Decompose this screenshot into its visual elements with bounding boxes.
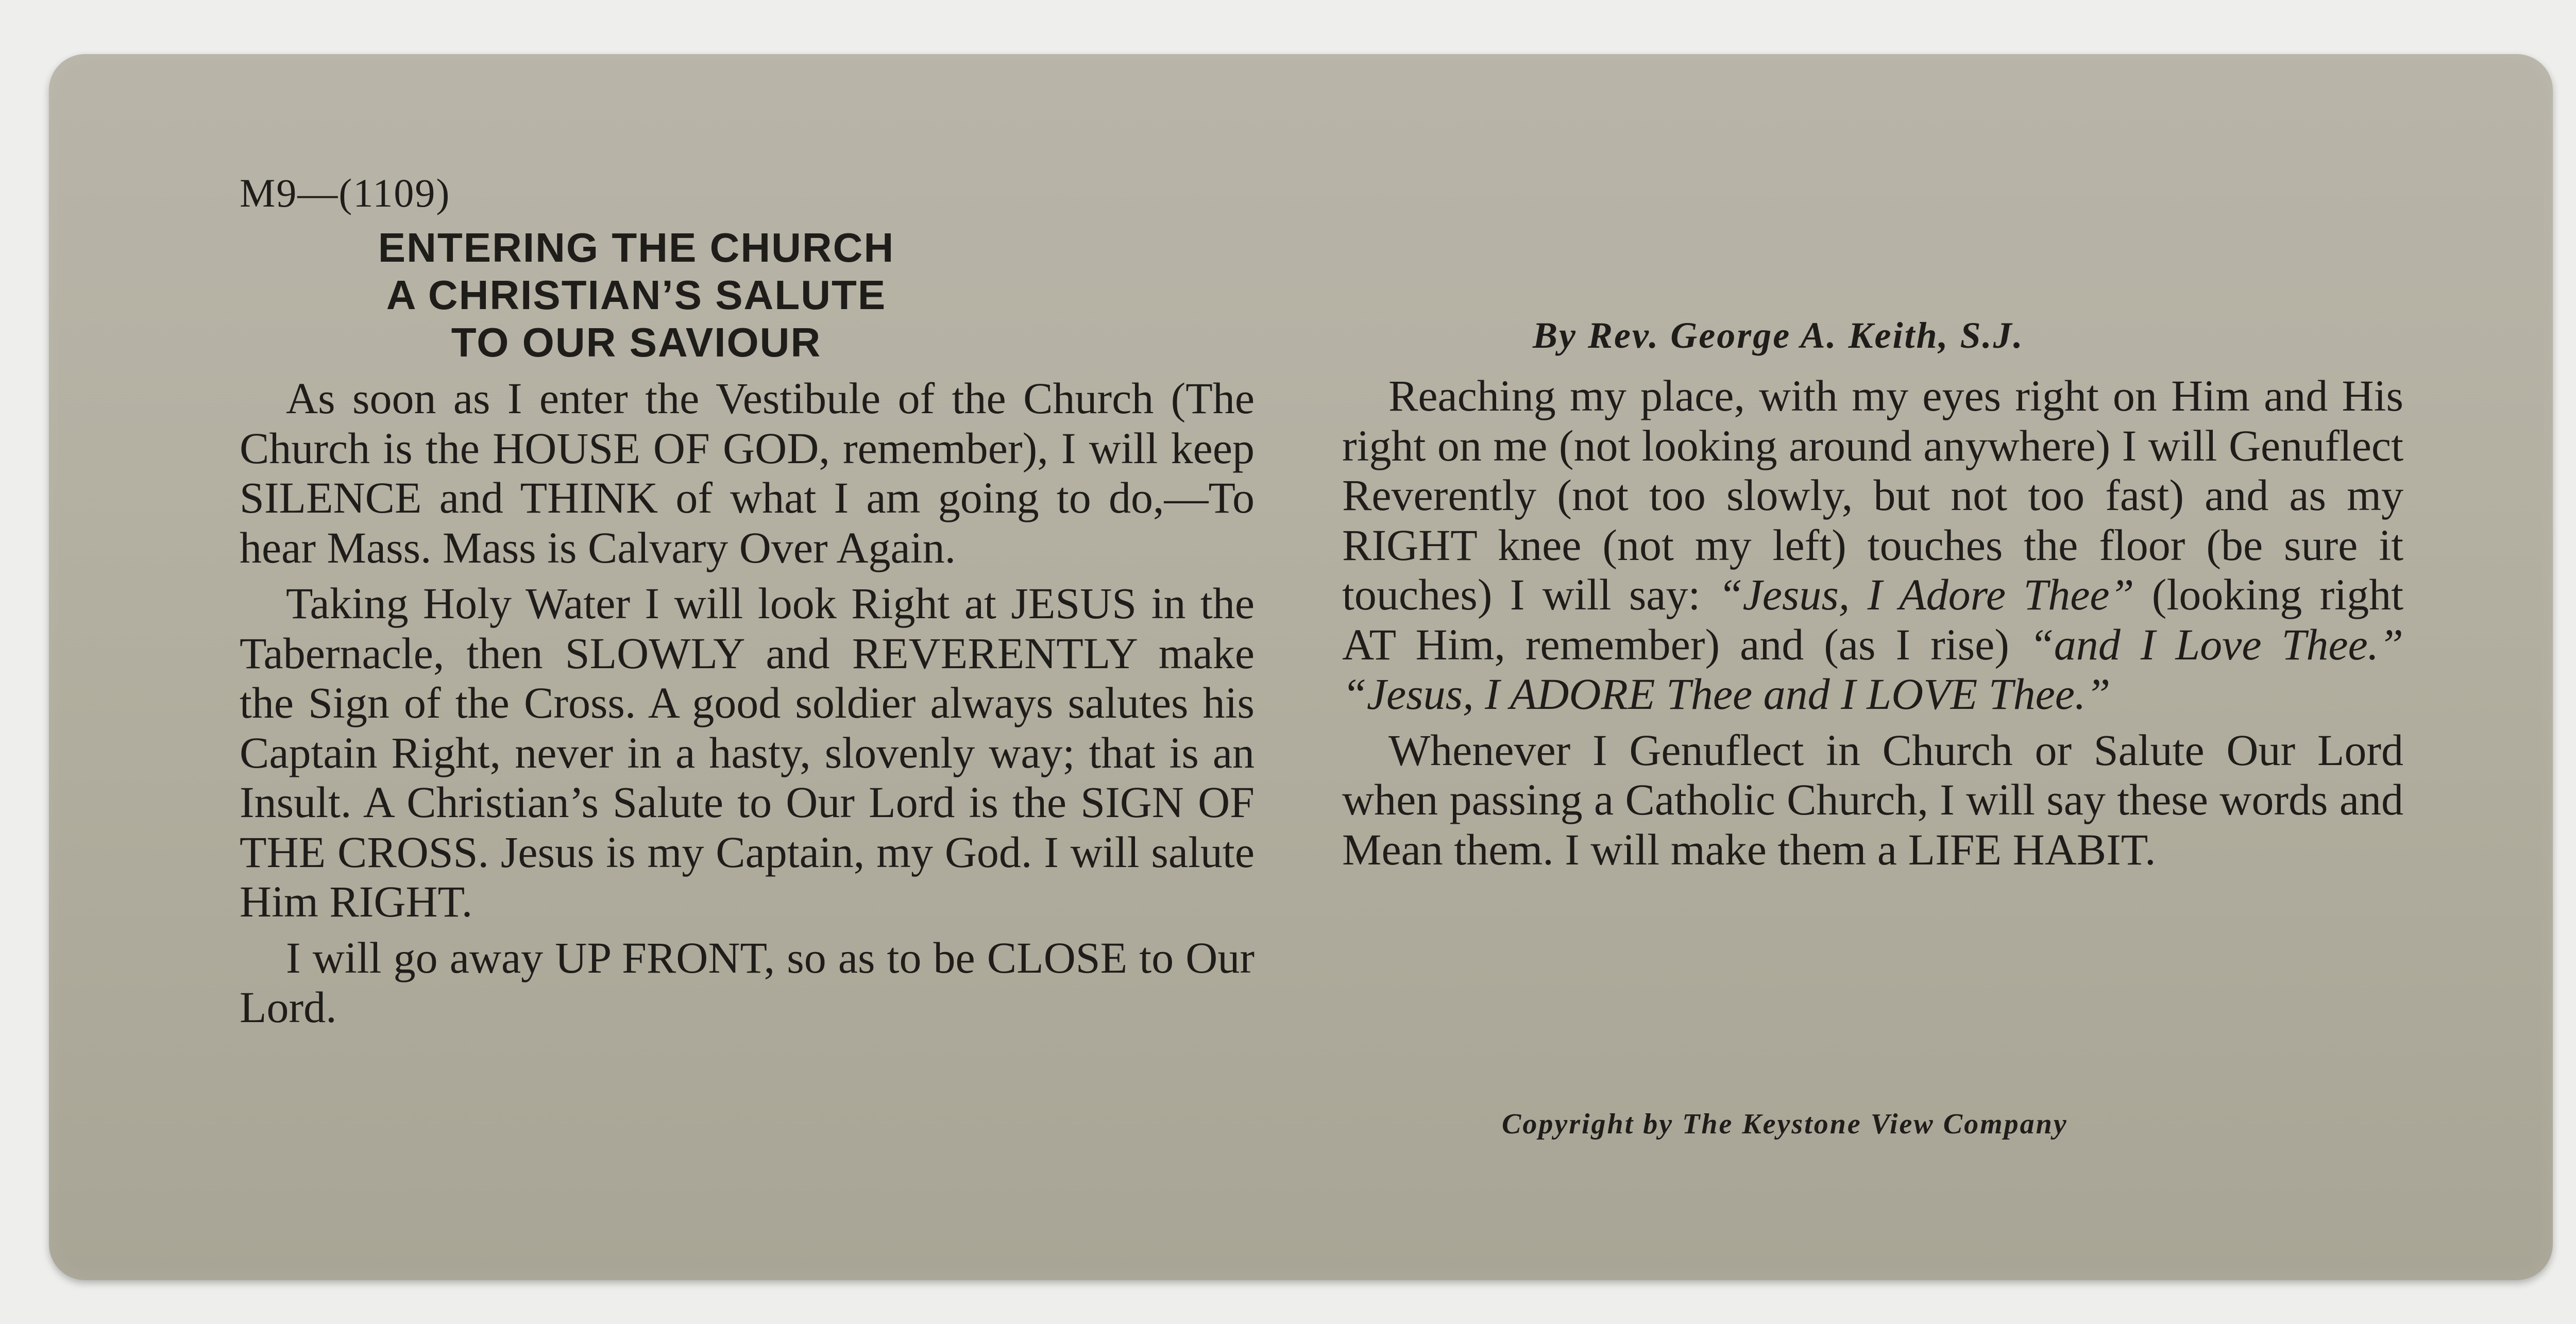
card-title [198,224,1074,366]
paragraph: Taking Holy Water I will look Right at JESUS in the Tabernacle, then SLOWLY and REVERENTLY make the Sign of the Cross. A good soldier always salutes his Captain Right, never in a hasty, slovenly way; that is an Insult. A Christian’s Salute to Our Lord is the SIGN OF THE CROSS. Jesus is my Captain, my God. I will salute Him RIGHT. [240,579,1255,926]
card-number: M9—(1109) [240,171,451,215]
paragraph: I will go away UP FRONT, so as to be CLOSE to Our Lord. [240,932,1255,1032]
paragraph: As soon as I enter the Vestibule of the Church (The Church is the HOUSE OF GOD, remember), I will keep SILENCE and THINK of what I am going to do,—To hear Mass. Mass is Calvary Over Again. [240,374,1255,572]
paragraph-text: (looking right AT Him, remember) and (as I rise) [1342,570,2403,669]
author-byline: By Rev. George A. Keith, S.J. [1533,315,2024,356]
left-text-column [240,374,1255,1039]
prayer-quote: “and I Love Thee.” “Jesus, I ADORE Thee and I LOVE Thee.” [1342,619,2403,719]
title-line: A CHRISTIAN’S SALUTE [386,272,887,318]
title-line: TO OUR SAVIOUR [451,319,822,365]
right-text-column [1342,371,2403,880]
stereoview-card [49,54,2553,1280]
paragraph [1342,371,2403,719]
copyright-notice: Copyright by The Keystone View Company [1502,1108,2068,1140]
prayer-quote: “Jesus, I Adore Thee” [1718,570,2134,619]
paragraph: Whenever I Genuflect in Church or Salute Our Lord when passing a Catholic Church, I will say these words and Mean them. I will make them a LIFE HABIT. [1342,725,2403,874]
title-line: ENTERING THE CHURCH [378,225,895,270]
paragraph-text: Reaching my place, with my eyes right on Him and His right on me (not looking around anywhere) I will Genuflect Reverently (not too slowly, but not too fast) and as my RIGHT knee (not my left) touches the floor (be sure it touches) I will say: [1342,371,2403,619]
